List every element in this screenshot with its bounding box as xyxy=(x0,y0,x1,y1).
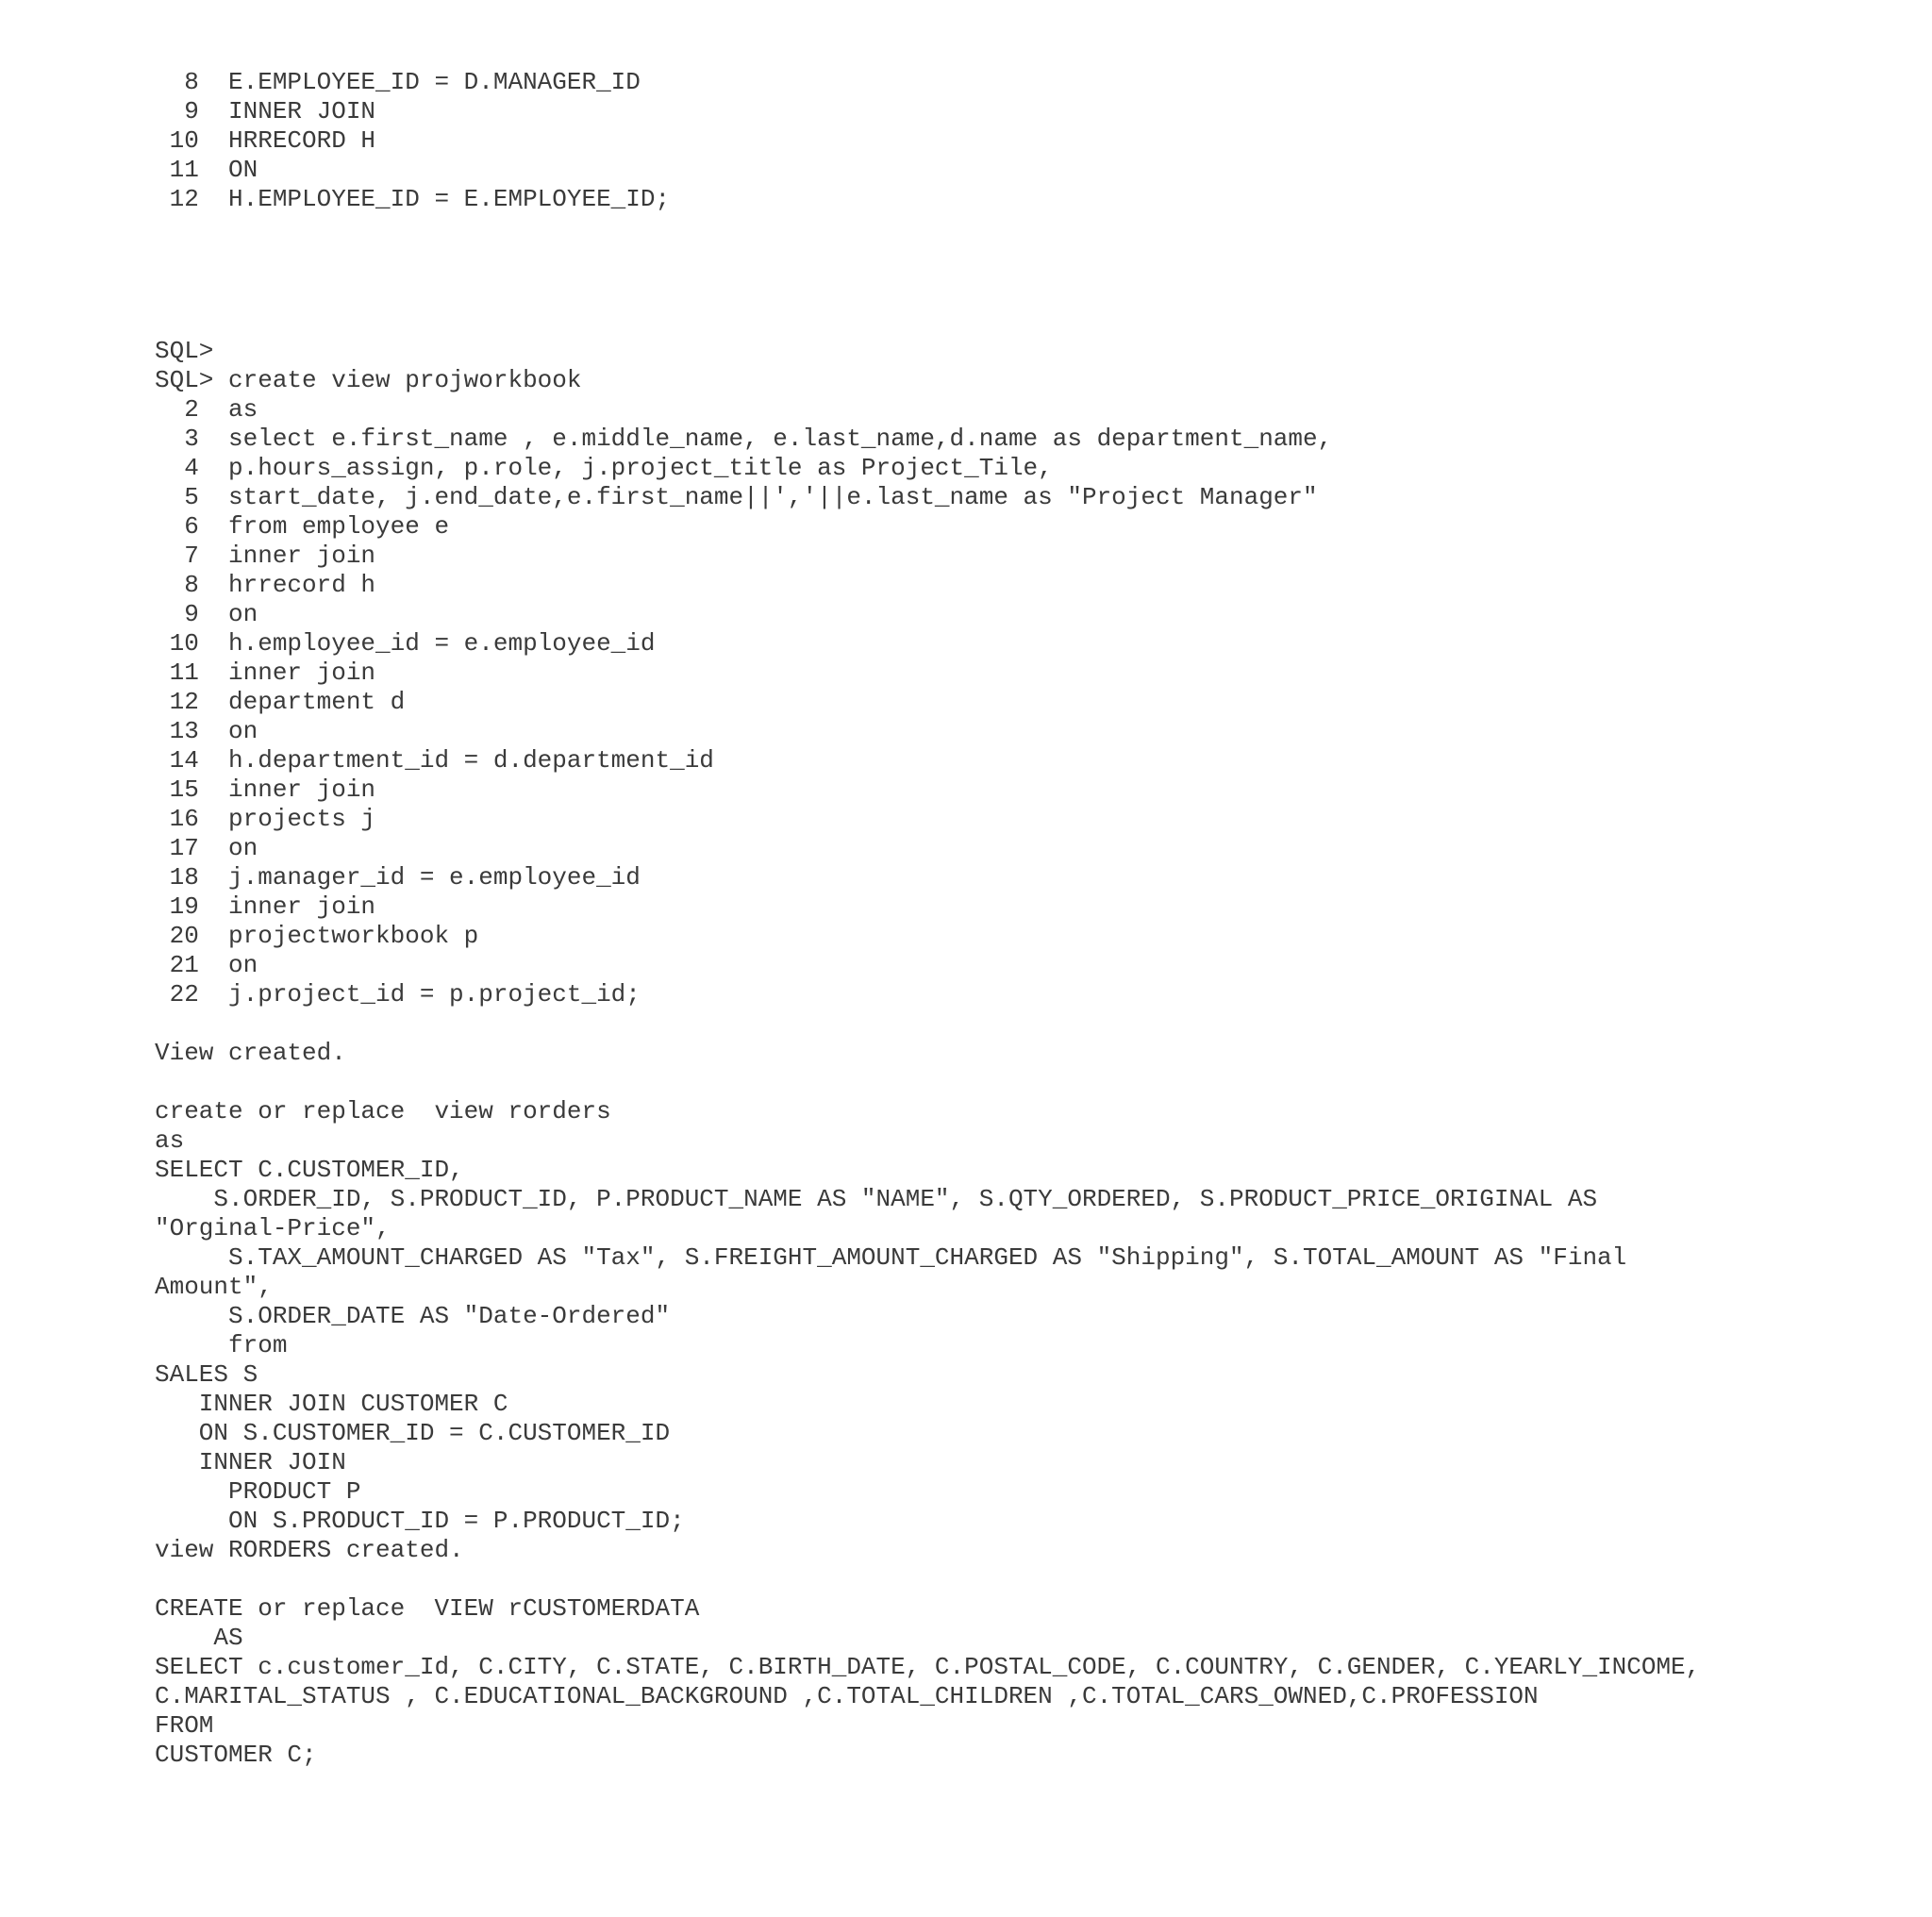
code-line: ON S.CUSTOMER_ID = C.CUSTOMER_ID xyxy=(155,1419,671,1447)
code-line: PRODUCT P xyxy=(155,1477,361,1506)
code-line: CREATE or replace VIEW rCUSTOMERDATA xyxy=(155,1594,700,1623)
code-line: 4 p.hours_assign, p.role, j.project_title as Project_Tile, xyxy=(155,454,1053,482)
code-line: S.ORDER_ID, S.PRODUCT_ID, P.PRODUCT_NAME AS "NAME", S.QTY_ORDERED, S.PRODUCT_PRICE_ORIGINAL AS xyxy=(155,1185,1598,1213)
code-line: "Orginal-Price", xyxy=(155,1214,391,1242)
sql-session-transcript xyxy=(155,337,1909,1770)
code-line: SQL> create view projworkbook xyxy=(155,366,582,394)
code-line: as xyxy=(155,1126,185,1155)
code-line: S.ORDER_DATE AS "Date-Ordered" xyxy=(155,1302,671,1330)
code-line: View created. xyxy=(155,1039,346,1067)
code-line: view RORDERS created. xyxy=(155,1536,464,1564)
code-line: INNER JOIN xyxy=(155,1448,346,1476)
code-line: 11 inner join xyxy=(155,658,376,687)
code-line: AS xyxy=(155,1624,243,1652)
code-line: 21 on xyxy=(155,951,258,979)
code-line: C.MARITAL_STATUS , C.EDUCATIONAL_BACKGROUND ,C.TOTAL_CHILDREN ,C.TOTAL_CARS_OWNED,C.PROFESSION xyxy=(155,1682,1539,1710)
code-line: 16 projects j xyxy=(155,805,376,833)
code-line: 8 hrrecord h xyxy=(155,571,376,599)
code-line: 14 h.department_id = d.department_id xyxy=(155,746,714,775)
code-line: 5 start_date, j.end_date,e.first_name||','||e.last_name as "Project Manager" xyxy=(155,483,1318,511)
code-line: 12 department d xyxy=(155,688,406,716)
code-line xyxy=(155,1068,1909,1097)
code-line: 11 ON xyxy=(155,156,258,184)
code-line: 9 on xyxy=(155,600,258,628)
code-line: 18 j.manager_id = e.employee_id xyxy=(155,863,641,892)
code-line xyxy=(155,1009,1909,1039)
code-line: 8 E.EMPLOYEE_ID = D.MANAGER_ID xyxy=(155,68,641,96)
code-line: 15 inner join xyxy=(155,775,376,804)
code-line: 19 inner join xyxy=(155,892,376,921)
code-line: 7 inner join xyxy=(155,542,376,570)
code-line: S.TAX_AMOUNT_CHARGED AS "Tax", S.FREIGHT_AMOUNT_CHARGED AS "Shipping", S.TOTAL_AMOUNT AS "Final xyxy=(155,1243,1627,1272)
code-line: SELECT c.customer_Id, C.CITY, C.STATE, C.BIRTH_DATE, C.POSTAL_CODE, C.COUNTRY, C.GENDER, C.YEARLY_INCOME, xyxy=(155,1653,1701,1681)
code-line: create or replace view rorders xyxy=(155,1097,611,1125)
sql-listing-continuation xyxy=(155,68,1909,214)
code-line: 10 h.employee_id = e.employee_id xyxy=(155,629,656,658)
code-line: 17 on xyxy=(155,834,258,862)
code-line xyxy=(155,1565,1909,1594)
code-line: FROM xyxy=(155,1711,214,1740)
document-page xyxy=(155,68,1909,1770)
code-line: SELECT C.CUSTOMER_ID, xyxy=(155,1156,464,1184)
code-line: 20 projectworkbook p xyxy=(155,922,479,950)
code-line: SQL> xyxy=(155,337,214,365)
code-line: from xyxy=(155,1331,288,1359)
code-line: 9 INNER JOIN xyxy=(155,97,376,125)
code-line: CUSTOMER C; xyxy=(155,1741,317,1769)
code-line: 10 HRRECORD H xyxy=(155,126,376,155)
code-line: Amount", xyxy=(155,1273,273,1301)
code-line: 22 j.project_id = p.project_id; xyxy=(155,980,641,1009)
code-line: ON S.PRODUCT_ID = P.PRODUCT_ID; xyxy=(155,1507,685,1535)
code-line: INNER JOIN CUSTOMER C xyxy=(155,1390,508,1418)
code-line: 2 as xyxy=(155,395,258,424)
code-line: 3 select e.first_name , e.middle_name, e.last_name,d.name as department_name, xyxy=(155,425,1333,453)
code-line: 6 from employee e xyxy=(155,512,450,541)
section-gap xyxy=(155,214,1909,337)
code-line: SALES S xyxy=(155,1360,258,1389)
code-line: 13 on xyxy=(155,717,258,745)
code-line: 12 H.EMPLOYEE_ID = E.EMPLOYEE_ID; xyxy=(155,185,671,213)
